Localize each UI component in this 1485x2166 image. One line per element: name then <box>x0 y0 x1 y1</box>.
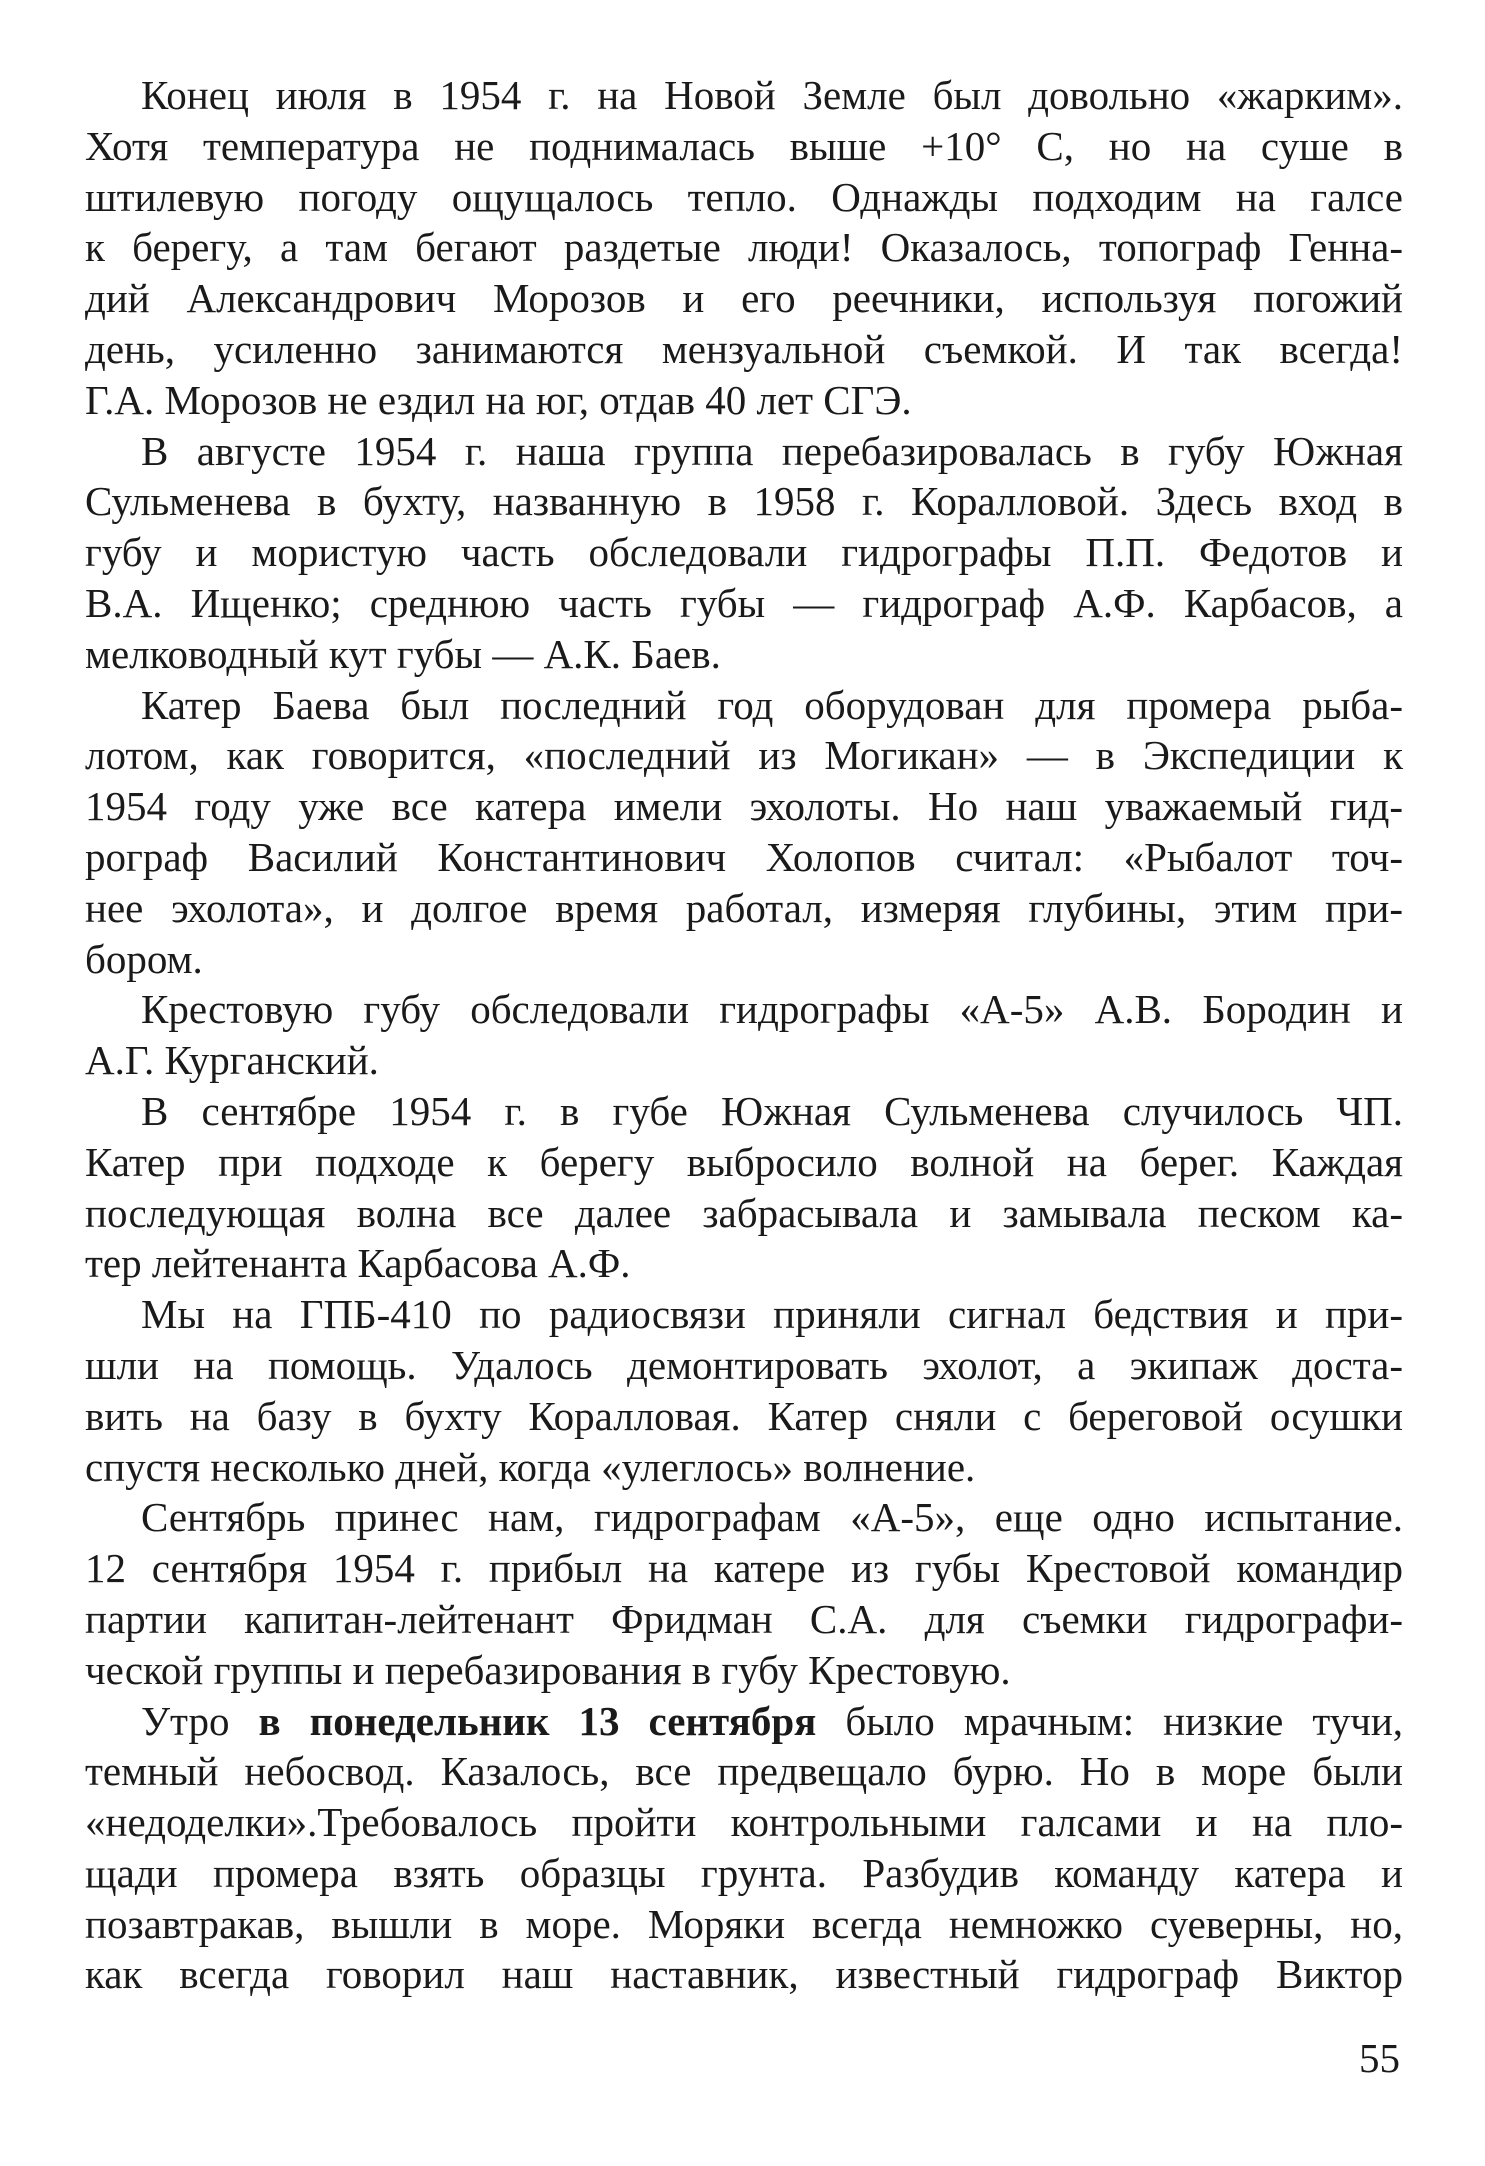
paragraph <box>85 1696 1403 2001</box>
paragraph <box>85 680 1403 985</box>
text-line: 12 сентября 1954 г. прибыл на катере из губы Крестовой командир <box>85 1545 1403 1592</box>
text-line: Катер Баева был последний год оборудован для промера рыба- <box>141 681 1403 728</box>
text-line: В августе 1954 г. наша группа перебазировалась в губу Южная <box>141 427 1403 474</box>
text-line: Катер при подходе к берегу выбросило волной на берег. Каждая <box>85 1138 1403 1185</box>
text-line: ческой группы и перебазирования в губу Крестовую. <box>85 1646 1011 1693</box>
text-line: позавтракав, вышли в море. Моряки всегда немножко суеверны, но, <box>85 1900 1403 1947</box>
paragraph <box>85 1086 1403 1289</box>
text-line: партии капитан-лейтенант Фридман С.А. для съемки гидрографи- <box>85 1595 1403 1642</box>
text-line: Сульменева в бухту, названную в 1958 г. Коралловой. Здесь вход в <box>85 478 1403 525</box>
text-line: темный небосвод. Казалось, все предвещало бурю. Но в море были <box>85 1748 1403 1795</box>
text-line: как всегда говорил наш наставник, известный гидрограф Виктор <box>85 1951 1403 1998</box>
text-line: Мы на ГПБ-410 по радиосвязи приняли сигнал бедствия и при- <box>141 1291 1403 1338</box>
text-line: день, усиленно занимаются мензуальной съемкой. И так всегда! <box>85 325 1403 372</box>
paragraph <box>85 70 1403 426</box>
text-line: бором. <box>85 935 203 982</box>
text-line: спустя несколько дней, когда «улеглось» волнение. <box>85 1443 976 1490</box>
text-line: штилевую погоду ощущалось тепло. Однажды подходим на галсе <box>85 173 1403 220</box>
body-text <box>85 70 1403 2000</box>
text-line: вить на базу в бухту Коралловая. Катер сняли с береговой осушки <box>85 1392 1403 1439</box>
text-line: щади промера взять образцы грунта. Разбудив команду катера и <box>85 1849 1403 1896</box>
paragraph <box>85 984 1403 1086</box>
text-line: В сентябре 1954 г. в губе Южная Сульменева случилось ЧП. <box>141 1087 1403 1134</box>
text-segment: Утро <box>141 1697 259 1744</box>
text-line: шли на помощь. Удалось демонтировать эхолот, а экипаж доста- <box>85 1341 1403 1388</box>
text-line <box>85 1696 1403 1747</box>
text-line: последующая волна все далее забрасывала и замывала песком ка- <box>85 1189 1403 1236</box>
text-line: В.А. Ищенко; среднюю часть губы — гидрограф А.Ф. Карбасов, а <box>85 579 1403 626</box>
text-segment: было мрачным: низкие тучи, <box>816 1697 1404 1744</box>
text-line: рограф Василий Константинович Холопов считал: «Рыбалот точ- <box>85 833 1403 880</box>
text-line: «недоделки».Требовалось пройти контрольными галсами и на пло- <box>85 1799 1403 1846</box>
text-line: мелководный кут губы — А.К. Баев. <box>85 630 721 677</box>
text-line: тер лейтенанта Карбасова А.Ф. <box>85 1240 631 1287</box>
bold-emphasis: в понедельник 13 сентября <box>258 1697 817 1744</box>
text-line: Сентябрь принес нам, гидрографам «А-5», еще одно испытание. <box>141 1494 1403 1541</box>
paragraph <box>85 1492 1403 1695</box>
text-line: Г.А. Морозов не ездил на юг, отдав 40 лет СГЭ. <box>85 376 912 423</box>
text-line: губу и мористую часть обследовали гидрографы П.П. Федотов и <box>85 529 1403 576</box>
text-line: Хотя температура не поднималась выше +10° С, но на суше в <box>85 122 1403 169</box>
text-line: нее эхолота», и долгое время работал, измеряя глубины, этим при- <box>85 884 1403 931</box>
text-line: 1954 году уже все катера имели эхолоты. Но наш уважаемый гид- <box>85 783 1403 830</box>
paragraph <box>85 1289 1403 1492</box>
text-line: к берегу, а там бегают раздетые люди! Оказалось, топограф Генна- <box>85 224 1403 271</box>
page-number: 55 <box>1359 2035 1400 2081</box>
text-line: лотом, как говорится, «последний из Могикан» — в Экспедиции к <box>85 732 1403 779</box>
text-line: Конец июля в 1954 г. на Новой Земле был довольно «жарким». <box>141 72 1403 118</box>
text-line: дий Александрович Морозов и его реечники, используя погожий <box>85 275 1403 322</box>
paragraph <box>85 426 1403 680</box>
text-line: А.Г. Курганский. <box>85 1037 379 1084</box>
text-line: Крестовую губу обследовали гидрографы «А-5» А.В. Бородин и <box>141 986 1403 1033</box>
